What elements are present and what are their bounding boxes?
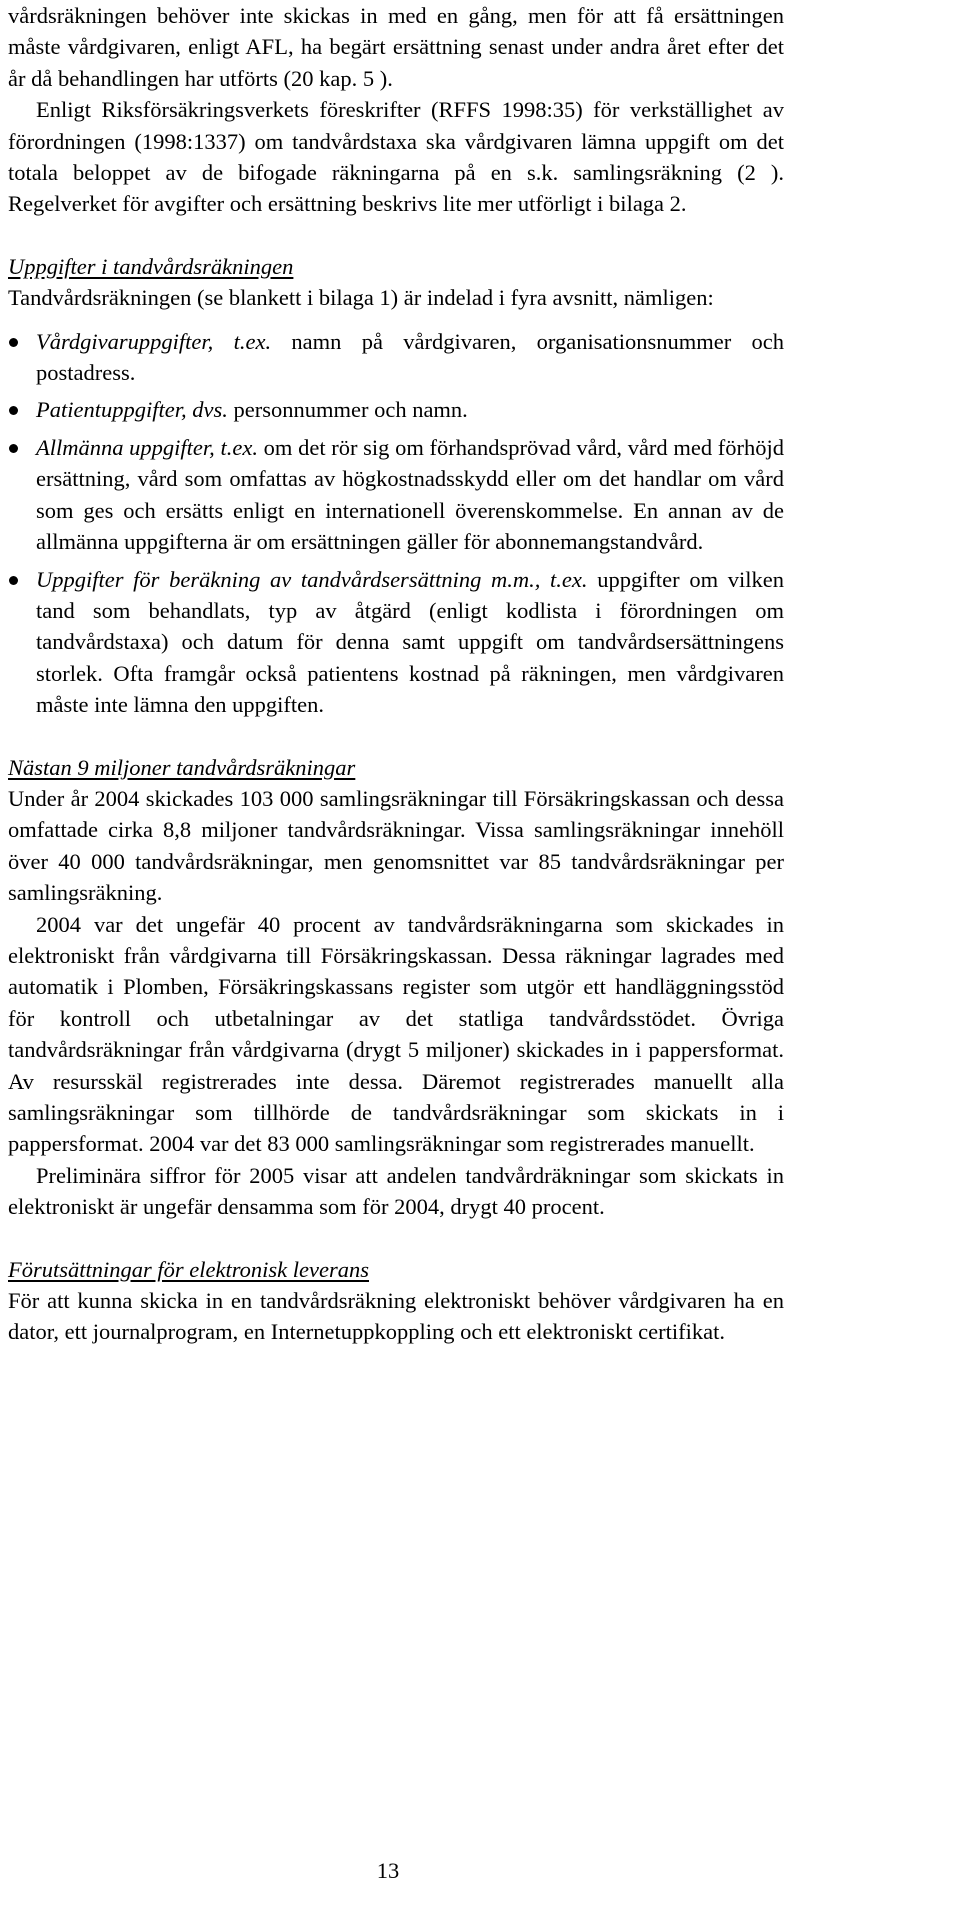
section-elektronisk-leverans <box>8 1254 784 1348</box>
list-item-lead: Patientuppgifter, dvs. <box>36 397 228 423</box>
intro-paragraph-2: Enligt Riksförsäkringsverkets föreskrifter (RFFS 1998:35) för verkställighet av förordningen (1998:1337) om tandvårdstaxa ska vårdgivaren lämna uppgift om det totala beloppet av de bifogade räkningarna på en s.k. samlingsräkning (2 ). Regelverket för avgifter och ersättning beskrivs lite mer utförligt i bilaga 2. <box>8 97 784 217</box>
list-item-text: namn på vårdgivaren, organisationsnummer och postadress. <box>36 328 784 386</box>
list-item-lead: Vårdgivaruppgifter, t.ex. <box>36 328 272 354</box>
section-tandvardsrakningar <box>8 752 784 1223</box>
list-item <box>8 564 784 721</box>
intro-paragraph-1: vårdsräkningen behöver inte skickas in med en gång, men för att få ersättningen måste vårdgivaren, enligt AFL, ha begärt ersättning senast under andra året efter det år då behandlingen har utförts (20 kap. 5 ). <box>8 3 784 91</box>
section-heading: Uppgifter i tandvårdsräkningen <box>8 253 294 279</box>
bullet-icon <box>9 576 18 585</box>
bullet-icon <box>9 444 18 453</box>
bullet-icon <box>9 338 18 347</box>
section-paragraph: För att kunna skicka in en tandvårdsräkning elektroniskt behöver vårdgivaren ha en dator, ett journalprogram, en Internetuppkoppling och ett elektroniskt certifikat. <box>8 1288 784 1345</box>
bullet-list <box>8 326 784 721</box>
list-item-text: uppgifter om vilken tand som behandlats, typ av åtgärd (enligt kodlista i förordningen om tandvårdstaxa) och datum för denna samt uppgift om tandvårdsersättningens storlek. Ofta framgår också patientens kostnad på räkningen, men vårdgivaren måste inte lämna den uppgiften. <box>36 566 784 718</box>
list-item-text: om det rör sig om förhandsprövad vård, vård med förhöjd ersättning, vård som omfattas av högkostnadsskydd eller om det handlar om vård som ges och ersätts enligt en internationell överenskommelse. En annan av de allmänna uppgifterna är om ersättningen gäller för abonnemangstandvård. <box>36 434 785 555</box>
section-uppgifter <box>8 251 784 721</box>
list-item-lead: Uppgifter för beräkning av tandvårdsersättning m.m., t.ex. <box>36 566 588 592</box>
section-paragraph: Under år 2004 skickades 103 000 samlingsräkningar till Försäkringskassan och dessa omfattade cirka 8,8 miljoner tandvårdsräkningar. Vissa samlingsräkningar innehöll över 40 000 tandvårdsräkningar, men genomsnittet var 85 tandvårdsräkningar per samlingsräkning. <box>8 785 784 906</box>
section-heading: Förutsättningar för elektronisk leverans <box>8 1256 369 1282</box>
list-item-lead: Allmänna uppgifter, t.ex. <box>36 434 258 460</box>
section-heading: Nästan 9 miljoner tandvårdsräkningar <box>8 754 356 780</box>
list-item-text: personnummer och namn. <box>227 397 468 423</box>
bullet-icon <box>9 406 18 415</box>
list-item <box>8 394 784 425</box>
section-paragraph: Preliminära siffror för 2005 visar att andelen tandvårdräkningar som skickats in elektroniskt är ungefär densamma som för 2004, drygt 40 procent. <box>8 1162 784 1220</box>
section-paragraph: 2004 var det ungefär 40 procent av tandvårdsräkningarna som skickades in elektroniskt från vårdgivarna till Försäkringskassan. Dessa räkningar lagrades med automatik i Plomben, Försäkringskassans register som utgör ett handläggningsstöd för kontroll och utbetalningar av det statliga tandvårdsstödet. Övriga tandvårdsräkningar från vårdgivarna (drygt 5 miljoner) skickades in i pappersformat. Av resursskäl registrerades inte dessa. Däremot registrerades manuellt alla samlingsräkningar som tillhörde de tandvårdsräkningar som skickats in i pappersformat. 2004 var det 83 000 samlingsräkningar som registrerades manuellt. <box>8 911 784 1157</box>
list-item <box>8 432 784 558</box>
document-page <box>8 0 784 1348</box>
list-item <box>8 326 784 389</box>
section-intro: Tandvårdsräkningen (se blankett i bilaga 1) är indelad i fyra avsnitt, nämligen: <box>8 285 714 311</box>
page-number: 13 <box>376 1858 400 1883</box>
